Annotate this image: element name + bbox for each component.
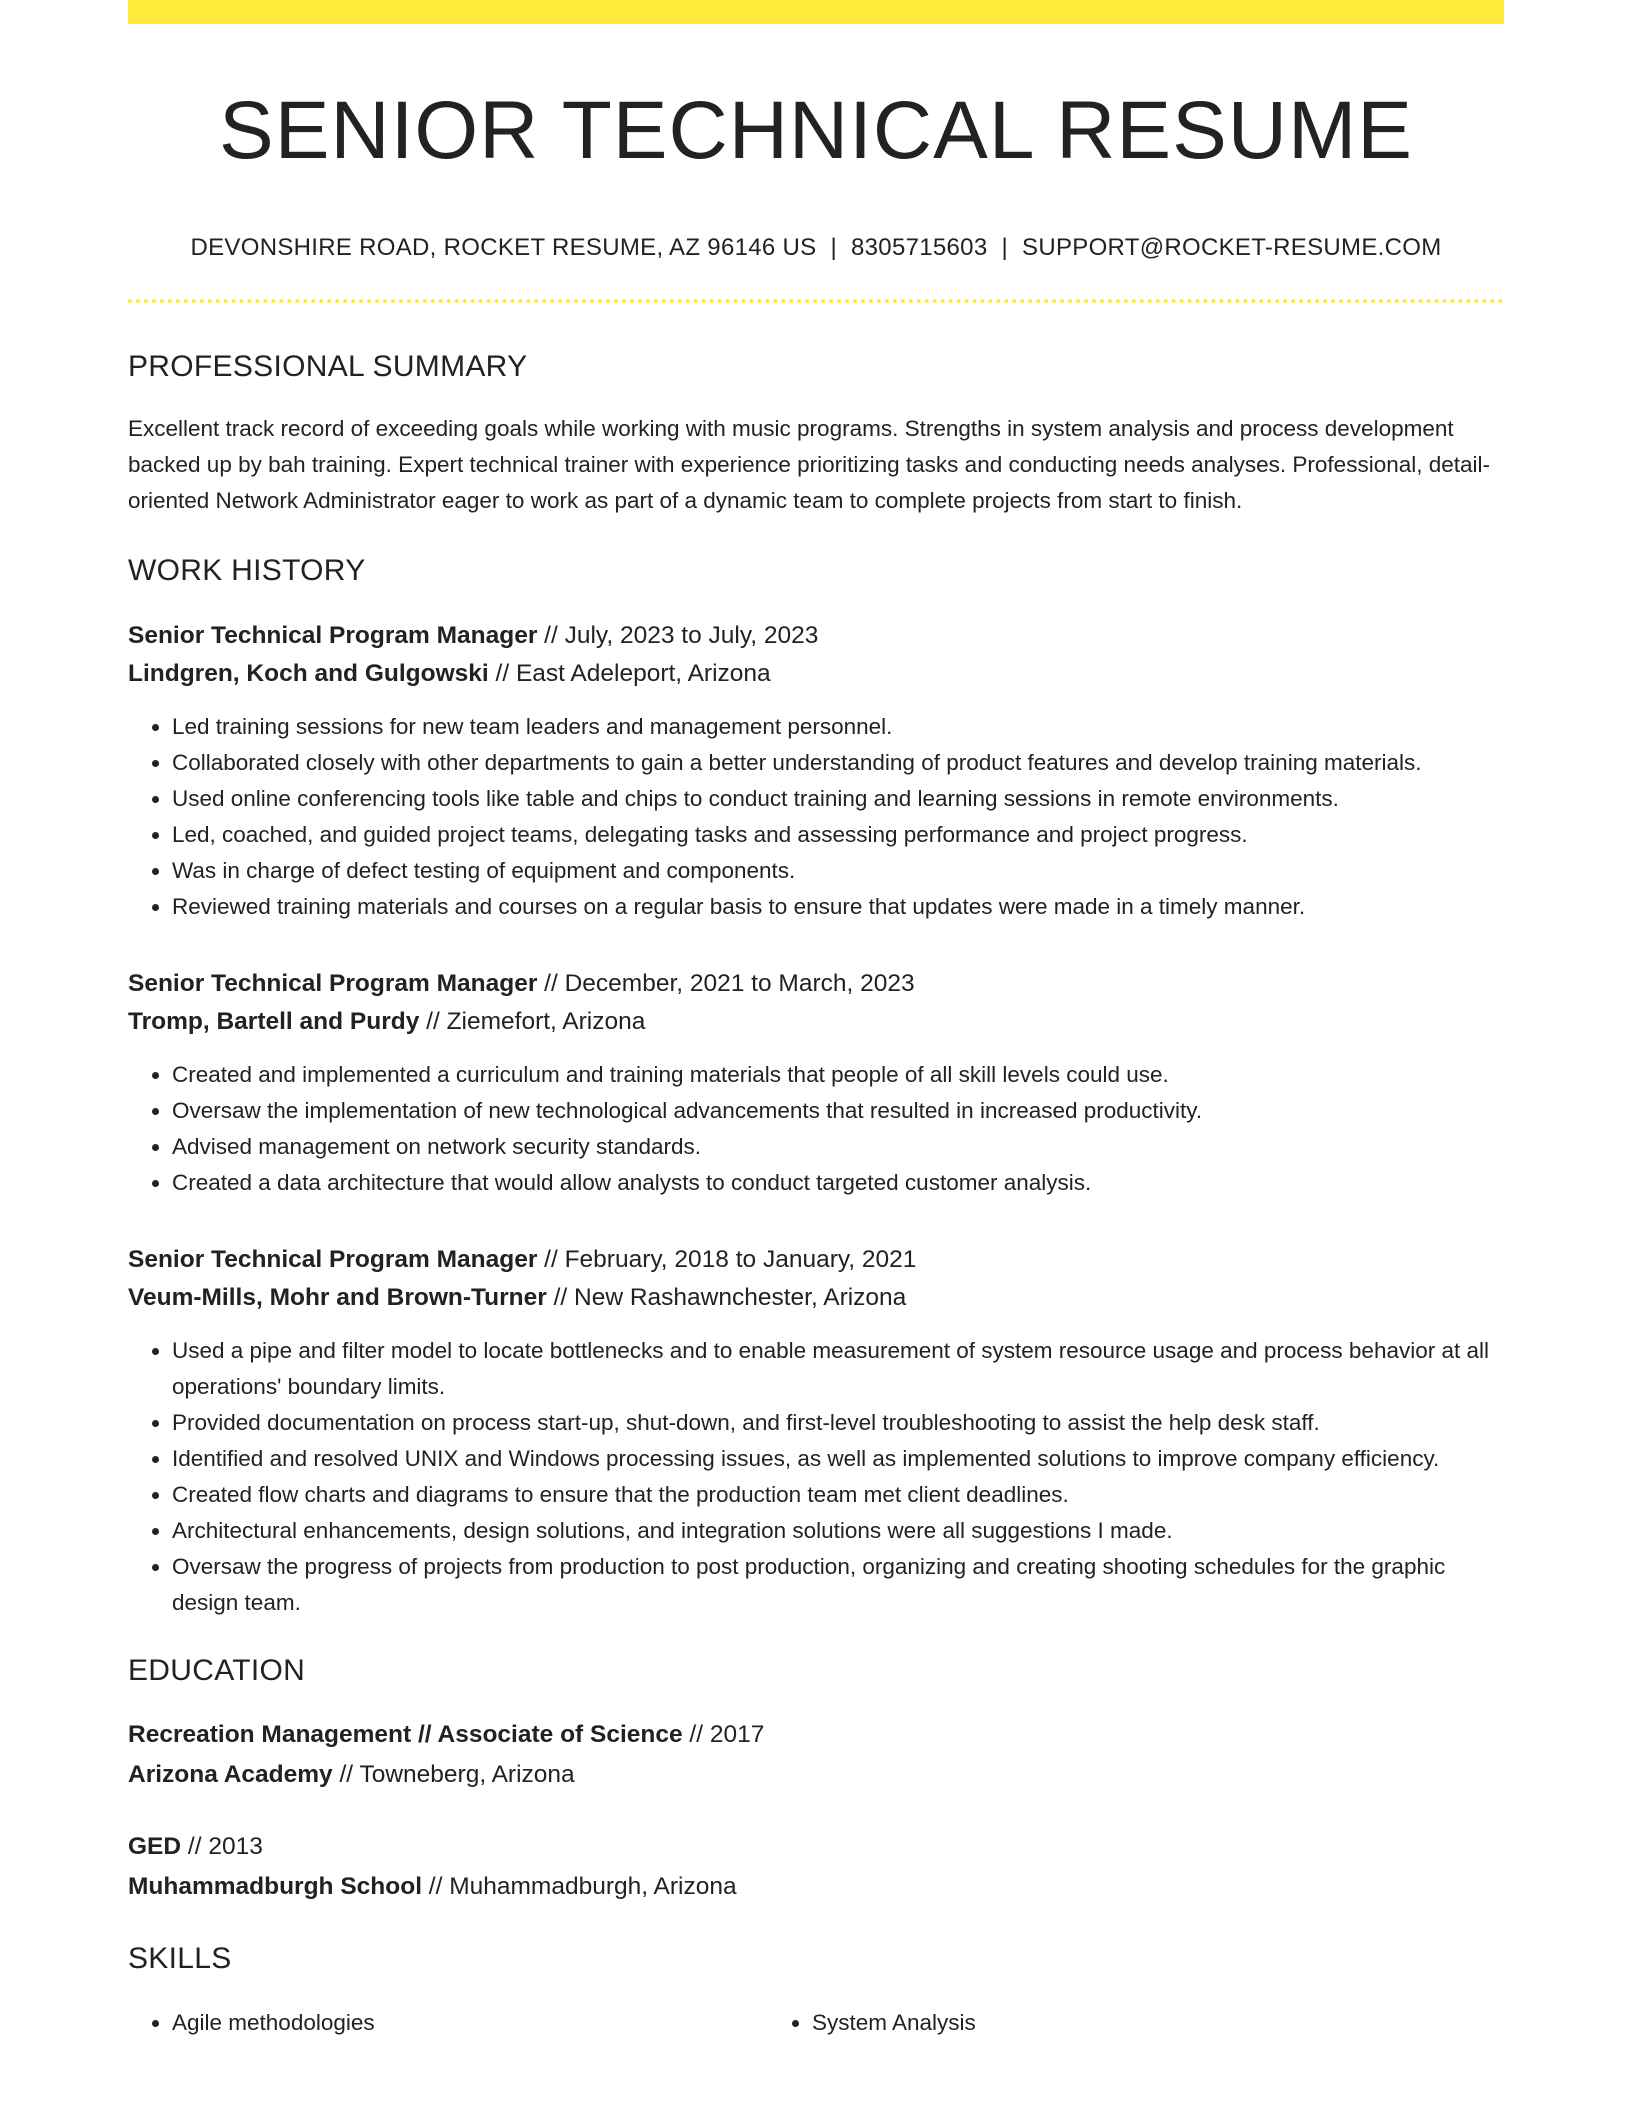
job-title: Senior Technical Program Manager [128, 1246, 538, 1274]
list-item: • Led training sessions for new team leaders and management personnel. [172, 709, 1504, 745]
job-company: Veum-Mills, Mohr and Brown-Turner [128, 1284, 547, 1312]
education-entry [128, 1715, 1504, 1795]
education-school: Muhammadburgh School [128, 1873, 422, 1901]
job-title: Senior Technical Program Manager [128, 970, 538, 998]
job-dates: // February, 2018 to January, 2021 [537, 1246, 917, 1274]
job-title-line [128, 617, 1504, 655]
contact-line [128, 234, 1504, 263]
job-bullets [128, 709, 1504, 925]
resume-title: SENIOR TECHNICAL RESUME [219, 85, 1413, 176]
education-degree: Recreation Management // Associate of Science [128, 1721, 683, 1749]
contact-email: SUPPORT@ROCKET-RESUME.COM [1022, 234, 1442, 262]
job-bullets [128, 1333, 1504, 1621]
list-item: • System Analysis [812, 2005, 1504, 2041]
job-dates: // July, 2023 to July, 2023 [537, 622, 819, 650]
dotted-divider [128, 299, 1504, 303]
job-location: // East Adeleport, Arizona [488, 660, 771, 688]
education-heading: EDUCATION [128, 1654, 306, 1688]
education-location: // Towneberg, Arizona [332, 1761, 575, 1789]
job-entry [128, 617, 1504, 925]
education-year: // 2017 [682, 1721, 765, 1749]
list-item: • Created and implemented a curriculum and training materials that people of all skill levels could use. [172, 1057, 1504, 1093]
job-dates: // December, 2021 to March, 2023 [537, 970, 915, 998]
contact-address: DEVONSHIRE ROAD, ROCKET RESUME, AZ 96146 US [190, 234, 817, 262]
job-company-line [128, 1003, 1504, 1041]
job-company: Lindgren, Koch and Gulgowski [128, 660, 489, 688]
education-school-line [128, 1867, 1504, 1907]
summary-text: Excellent track record of exceeding goals while working with music programs. Strengths in system analysis and process development backed up by bah training. Expert technical trainer with experience prioritizing tasks and conducting needs analyses. Professional, detail-oriented Network Administrator eager to work as part of a dynamic team to complete projects from start to finish. [128, 416, 1491, 514]
education-location: // Muhammadburgh, Arizona [422, 1873, 737, 1901]
contact-separator: | [830, 234, 837, 262]
list-item: • Collaborated closely with other departments to gain a better understanding of product features and develop training materials. [172, 745, 1504, 781]
list-item: • Advised management on network security standards. [172, 1129, 1504, 1165]
list-item: • Created a data architecture that would allow analysts to conduct targeted customer analysis. [172, 1165, 1504, 1201]
list-item: • Was in charge of defect testing of equipment and components. [172, 853, 1504, 889]
education-school-line [128, 1755, 1504, 1795]
skills-columns [128, 2005, 1504, 2041]
job-company-line [128, 655, 1504, 693]
contact-separator: | [1001, 234, 1009, 262]
job-entry [128, 1241, 1504, 1621]
skills-right-list [760, 2005, 1504, 2041]
summary-heading: PROFESSIONAL SUMMARY [128, 350, 528, 384]
contact-phone: 8305715603 [851, 234, 988, 262]
skills-heading: SKILLS [128, 1942, 232, 1976]
list-item: • Reviewed training materials and courses on a regular basis to ensure that updates were made in a timely manner. [172, 889, 1504, 925]
job-entry [128, 965, 1504, 1201]
list-item: • Identified and resolved UNIX and Windows processing issues, as well as implemented solutions to improve company efficiency. [172, 1441, 1504, 1477]
list-item: • Used a pipe and filter model to locate bottlenecks and to enable measurement of system resource usage and process behavior at all operations' boundary limits. [172, 1333, 1504, 1405]
resume-page [128, 0, 1504, 2041]
job-location: // Ziemefort, Arizona [419, 1008, 646, 1036]
accent-bar [128, 0, 1504, 24]
education-degree-line [128, 1715, 1504, 1755]
job-title-line [128, 965, 1504, 1003]
list-item: • Oversaw the progress of projects from production to post production, organizing and creating shooting schedules for the graphic design team. [172, 1549, 1504, 1621]
job-location: // New Rashawnchester, Arizona [546, 1284, 907, 1312]
list-item: • Agile methodologies [172, 2005, 760, 2041]
skills-left-list [128, 2005, 760, 2041]
work-history-heading: WORK HISTORY [128, 554, 366, 588]
job-title-line [128, 1241, 1504, 1279]
education-entry [128, 1827, 1504, 1907]
education-degree-line [128, 1827, 1504, 1867]
job-bullets [128, 1057, 1504, 1201]
list-item: • Oversaw the implementation of new technological advancements that resulted in increased productivity. [172, 1093, 1504, 1129]
list-item: • Provided documentation on process start-up, shut-down, and first-level troubleshooting to assist the help desk staff. [172, 1405, 1504, 1441]
job-title: Senior Technical Program Manager [128, 622, 538, 650]
job-company-line [128, 1279, 1504, 1317]
education-school: Arizona Academy [128, 1761, 333, 1789]
education-degree: GED [128, 1833, 182, 1861]
job-company: Tromp, Bartell and Purdy [128, 1008, 420, 1036]
list-item: • Created flow charts and diagrams to ensure that the production team met client deadlines. [172, 1477, 1504, 1513]
list-item: • Used online conferencing tools like table and chips to conduct training and learning sessions in remote environments. [172, 781, 1504, 817]
education-year: // 2013 [181, 1833, 263, 1861]
list-item: • Led, coached, and guided project teams, delegating tasks and assessing performance and project progress. [172, 817, 1504, 853]
list-item: • Architectural enhancements, design solutions, and integration solutions were all suggestions I made. [172, 1513, 1504, 1549]
